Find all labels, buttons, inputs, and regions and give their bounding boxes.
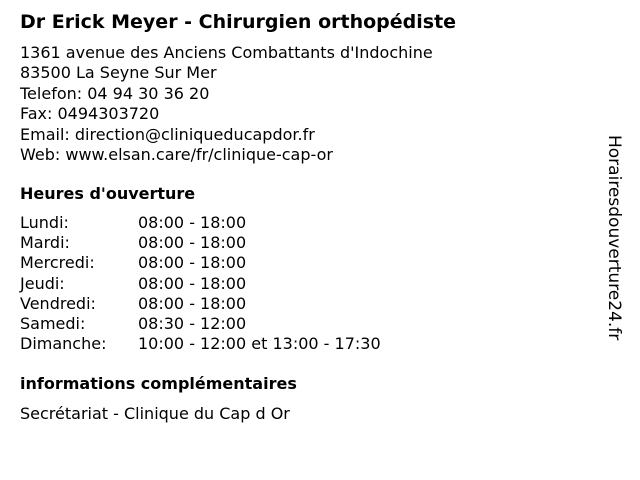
info-text: Secrétariat - Clinique du Cap d Or: [20, 404, 290, 423]
hours-day: Vendredi:: [20, 293, 96, 313]
info-heading: informations complémentaires: [20, 374, 297, 393]
site-watermark: Horairesdouverture24.fr: [604, 135, 624, 341]
hours-time: 08:30 - 12:00: [138, 313, 247, 333]
phone-line: Telefon: 04 94 30 36 20: [20, 83, 210, 103]
hours-day: Lundi:: [20, 213, 69, 232]
address-line-2: 83500 La Seyne Sur Mer: [20, 63, 217, 83]
hours-time: 08:00 - 18:00: [138, 233, 247, 253]
hours-time: 10:00 - 12:00 et 13:00 - 17:30: [138, 334, 381, 354]
hours-day: Samedi:: [20, 313, 86, 333]
hours-day: Mercredi:: [20, 253, 95, 273]
hours-time: 08:00 - 18:00: [138, 293, 247, 313]
email-line: Email: direction@cliniqueducapdor.fr: [20, 124, 315, 144]
hours-time: 08:00 - 18:00: [138, 253, 247, 273]
address-line-1: 1361 avenue des Anciens Combattants d'Indochine: [20, 43, 433, 62]
hours-day: Mardi:: [20, 233, 70, 253]
page-title: Dr Erick Meyer - Chirurgien orthopédiste: [20, 11, 457, 33]
hours-time: 08:00 - 18:00: [138, 273, 247, 293]
hours-day: Jeudi:: [20, 273, 65, 293]
contact-block: [20, 43, 433, 165]
fax-line: Fax: 0494303720: [20, 104, 160, 124]
hours-day: Dimanche:: [20, 334, 107, 354]
hours-time: 08:00 - 18:00: [138, 213, 247, 232]
hours-heading: Heures d'ouverture: [20, 184, 196, 203]
web-line: Web: www.elsan.care/fr/clinique-cap-or: [20, 144, 333, 164]
